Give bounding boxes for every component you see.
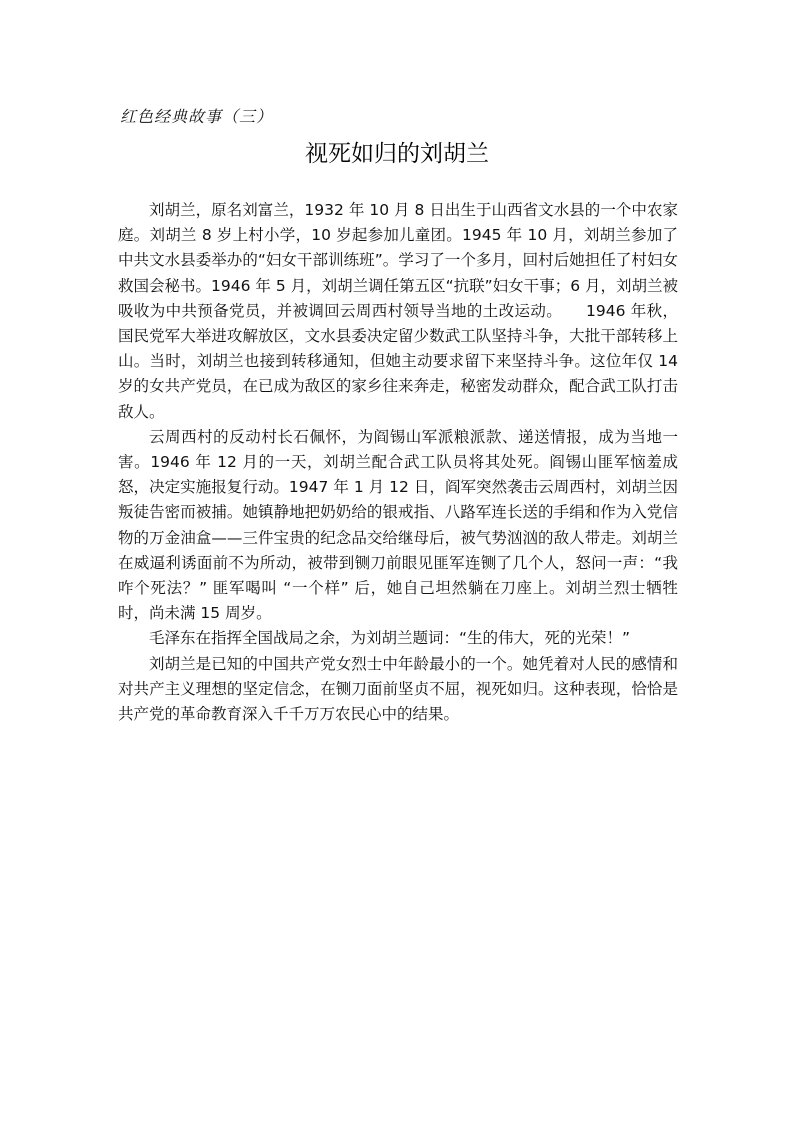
article-body [118,198,678,727]
paragraph-2: 云周西村的反动村长石佩怀，为阎锡山军派粮派款、递送情报，成为当地一害。1946 年 12 月的一天，刘胡兰配合武工队员将其处死。阎锡山匪军恼羞成怒，决定实施报复行动。1947 年 1 月 12 日，阎军突然袭击云周西村，刘胡兰因叛徒告密而被捕。她镇静地把奶奶给的银戒指、八路军连长送的手绢和作为入党信物的万金油盒——三件宝贵的纪念品交给继母后，被气势汹汹的敌人带走。刘胡兰在威逼利诱面前不为所动，被带到铡刀前眼见匪军连铡了几个人，怒问一声：“我咋个死法？” 匪军喝叫 “一个样” 后，她自己坦然躺在刀座上。刘胡兰烈士牺牲时，尚未满 15 周岁。 [118,427,678,623]
paragraph-4: 刘胡兰是已知的中国共产党女烈士中年龄最小的一个。她凭着对人民的感情和对共产主义理想的坚定信念，在铡刀面前坚贞不屈，视死如归。这种表现，恰恰是共产党的革命教育深入千千万万农民心中的结果。 [118,654,678,724]
paragraph-3: 毛泽东在指挥全国战局之余，为刘胡兰题词：“生的伟大，死的光荣！” [149,629,631,648]
series-label: 红色经典故事（三） [120,107,274,126]
document-title: 视死如归的刘胡兰 [305,141,489,167]
paragraph-1: 刘胡兰，原名刘富兰，1932 年 10 月 8 日出生于山西省文水县的一个中农家庭。刘胡兰 8 岁上村小学，10 岁起参加儿童团。1945 年 10 月，刘胡兰参加了中共文水县委举办的“妇女干部训练班”。学习了一个多月，回村后她担任了村妇女救国会秘书。1946 年 5 月，刘胡兰调任第五区“抗联”妇女干事；6 月，刘胡兰被吸收为中共预备党员，并被调回云周西村领导当地的土改运动。 1946 年秋，国民党军大举进攻解放区，文水县委决定留少数武工队坚持斗争，大批干部转移上山。当时，刘胡兰也接到转移通知，但她主动要求留下来坚持斗争。这位年仅 14 岁的女共产党员，在已成为敌区的家乡往来奔走，秘密发动群众，配合武工队打击敌人。 [118,201,678,421]
